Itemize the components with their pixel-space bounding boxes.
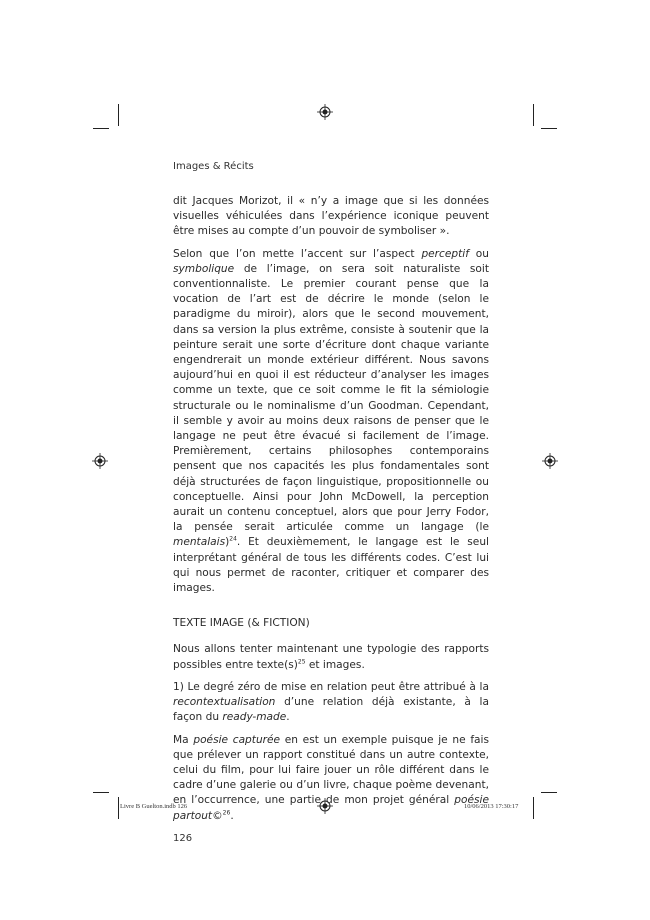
running-head: Images & Récits [173, 161, 254, 172]
emphasis: poésie capturée [193, 733, 281, 746]
text-run: ou [468, 247, 489, 260]
paragraph [173, 194, 489, 240]
text-run: ) [225, 536, 230, 549]
emphasis: recontextualisation [173, 696, 276, 709]
text-run: de l’image, on sera soit naturaliste soit conventionnaliste. Le premier courant pense que la vocation de l’art est de décrire le monde (selon le paradigme du miroir), alors que le second mouvement, dans sa version la plus extrême, consiste à soutenir que la peinture serait une sorte d’écriture dont chaque variante engendrerait un monde extérieur différent. Nous savons aujourd’hui en quoi il est réducteur d’analyser les images comme un texte, que ce soit comme le fit la sémiologie structurale ou le nominalisme d’un Goodman. Cependant, il semble y avoir au moins deux raisons de penser que le langage ne peut être évacué si facilement de l’image. Premièrement, certains philosophes contemporains pensent que nos capacités les plus fondamentales sont déjà structurées de façon linguistique, propositionnelle ou conceptuelle. Ainsi pour John McDowell, la perception aurait un contenu conceptuel, alors que pour Jerry Fodor, la pensée serait articulée comme un langage (le [173, 262, 489, 534]
crop-mark-top-left-h [93, 128, 109, 129]
text-run: . [286, 711, 290, 724]
footnote-ref[interactable]: 26 [222, 808, 231, 816]
crop-mark-bottom-left-h [93, 792, 109, 793]
emphasis: ready-made [222, 711, 287, 724]
text-run: . [230, 809, 234, 822]
emphasis: symbolique [173, 262, 235, 275]
crop-mark-top-right-h [541, 128, 557, 129]
text-run: . Et deuxièmement, le langage est le seul interprétant général de tous les différents codes. C’est lui qui nous permet de raconter, critiquer et comparer des images. [173, 536, 489, 595]
text-run: en est un exemple puisque je ne fais que prélever un rapport constitué dans un autre contexte, celui du film, pour lui faire jouer un rôle différent dans le cadre d’une galerie ou d’un livre, chaque poème devenant, en l’occurrence, une partie de mon projet général [173, 733, 490, 807]
emphasis: perceptif [421, 247, 469, 260]
crop-mark-bottom-right [533, 797, 534, 819]
paragraph [173, 642, 489, 672]
emphasis: poésie partout© [173, 794, 489, 822]
registration-mark-icon [317, 104, 333, 120]
section-heading: TEXTE IMAGE (& FICTION) [173, 617, 310, 630]
paragraph [173, 733, 489, 824]
text-run: 1) Le degré zéro de mise en relation peut être attribué à la [173, 680, 489, 693]
text-run: d’une relation déjà existante, à la façon du [173, 696, 489, 724]
text-run: Nous allons tenter maintenant une typologie des rapports possibles entre texte(s) [173, 643, 489, 671]
footnote-ref[interactable]: 25 [297, 658, 306, 666]
registration-mark-icon [542, 453, 558, 469]
page-number: 126 [173, 832, 193, 844]
crop-mark-top-right [533, 104, 534, 126]
slug-left: Livre B Guelton.indb 126 [120, 803, 188, 810]
emphasis: mentalais [173, 536, 226, 549]
registration-mark-icon [92, 453, 108, 469]
slug-right: 10/06/2013 17:30:17 [464, 803, 519, 810]
crop-mark-bottom-left [118, 797, 119, 819]
text-run: Selon que l’on mette l’accent sur l’aspect [173, 247, 422, 260]
body-text [173, 194, 489, 846]
paragraph [173, 680, 489, 726]
text-run: Ma [173, 733, 194, 746]
footnote-ref[interactable]: 24 [229, 535, 237, 543]
crop-mark-bottom-right-h [541, 792, 557, 793]
text-run: et images. [305, 658, 365, 671]
crop-mark-top-left [118, 104, 119, 126]
paragraph [173, 247, 489, 597]
text-run: dit Jacques Morizot, il « n’y a image que si les données visuelles véhiculées dans l’expérience iconique peuvent être mises au compte d’un pouvoir de symboliser ». [173, 195, 489, 238]
